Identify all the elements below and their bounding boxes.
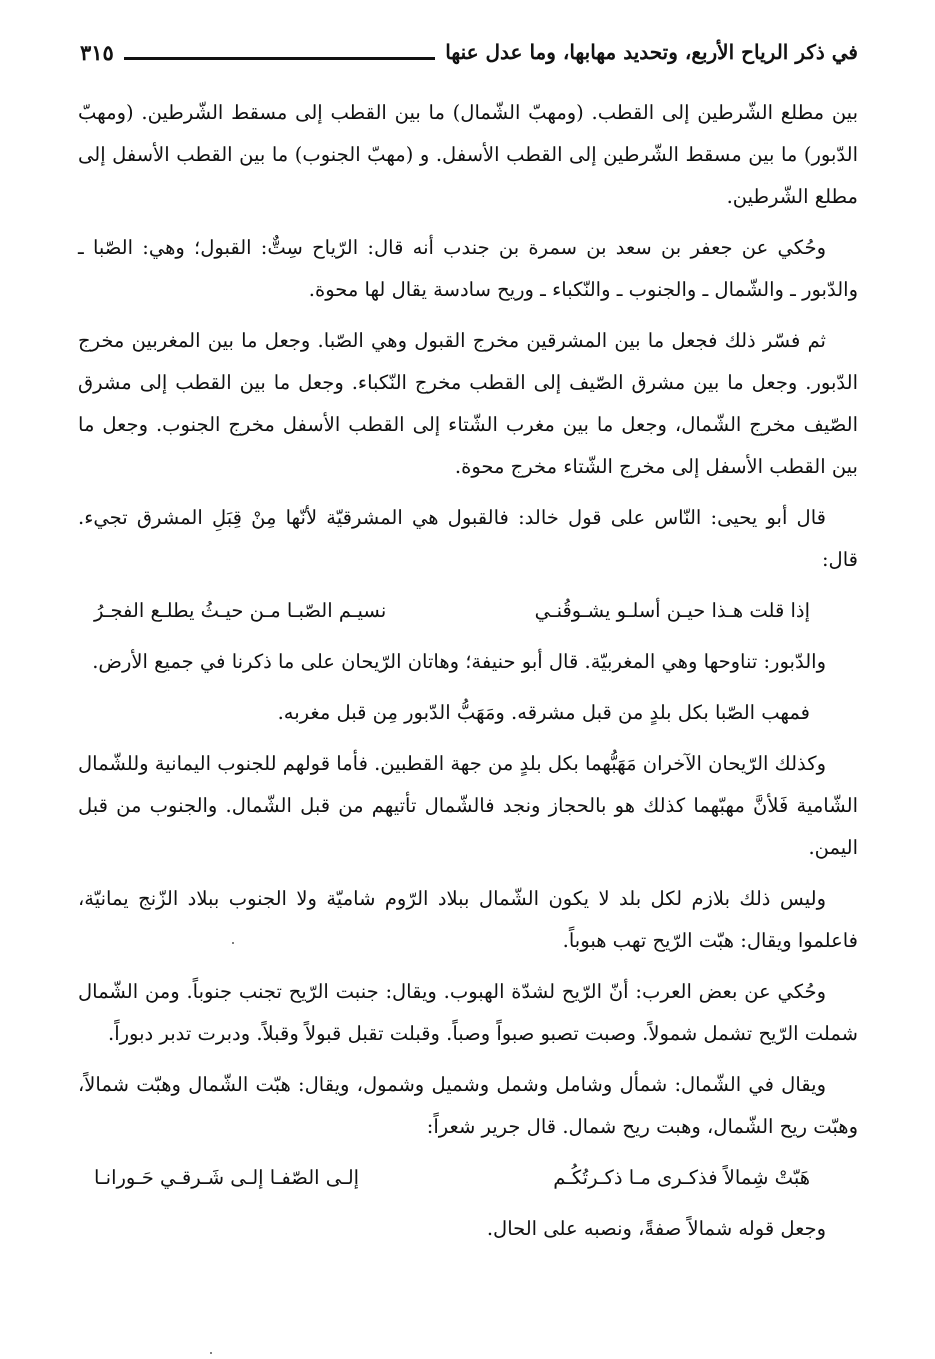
verse-second-hemistich: إلـى الصّفـا إلـى شَـرقـي حَـورانـا xyxy=(94,1166,360,1189)
page-body xyxy=(78,92,858,1259)
paragraph: ثم فسّر ذلك فجعل ما بين المشرقين مخرج القبول وهي الصّبا. وجعل ما بين المغربين مخرج الدّبور. وجعل ما بين مشرق الصّيف إلى القطب مخرج النّكباء. وجعل ما بين القطب إلى مشرق الصّيف مخرج الشّمال، وجعل ما بين مغرب الشّتاء إلى القطب الأسفل مخرج الجنوب. وجعل ما بين القطب الأسفل إلى مخرج الشّتاء مخرج محوة. xyxy=(78,329,858,478)
paragraph: قال أبو يحيى: النّاس على قول خالد: فالقبول هي المشرقيّة لأنّها مِنْ قِبَلِ المشرق تجيء. قال: xyxy=(78,506,858,571)
paragraph: ويقال في الشّمال: شمأل وشامل وشمل وشميل وشمول، ويقال: هبّت الشّمال وهبّت شمالاً، وهبّت ريح الشّمال، وهبت ريح شمال. قال جرير شعراً: xyxy=(78,1073,858,1138)
header-rule xyxy=(124,57,435,60)
paragraph: وحُكي عن جعفر بن سعد بن سمرة بن جندب أنه قال: الرّياح سِتٌّ: القبول؛ وهي: الصّبا ـ والدّبور ـ والشّمال ـ والجنوب ـ والنّكباء ـ وريح سادسة يقال لها محوة. xyxy=(78,236,858,301)
verse-first-hemistich: إذا قلت هـذا حيـن أسلـو يشـوقُنـي xyxy=(534,599,810,622)
running-header xyxy=(80,32,858,72)
paragraph: وحُكي عن بعض العرب: أنّ الرّيح لشدّة الهبوب. ويقال: جنبت الرّيح تجنب جنوباً. ومن الشّمال شملت الرّيح تشمل شمولاً. وصبت تصبو صبواً وصباً. وقبلت تقبل قبولاً وقبلاً. ودبرت تدبر دبوراً. xyxy=(78,980,858,1045)
verse-second-hemistich: نسيـم الصّبـا مـن حيـثُ يطلـع الفجـرُ xyxy=(94,599,387,622)
page-number: ٣١٥ xyxy=(80,39,114,65)
scan-speck xyxy=(210,1352,212,1354)
closing-paragraph: وجعل قوله شمالاً صفةً، ونصبه على الحال. xyxy=(486,1217,826,1240)
paragraph: والدّبور: تناوحها وهي المغربيّة. قال أبو حنيفة؛ وهاتان الرّيحان على ما ذكرنا في جميع الأرض. xyxy=(92,650,826,673)
chapter-title: في ذكر الرياح الأربع، وتحديد مهابها، وما عدل عنها xyxy=(445,40,858,64)
verse-first-hemistich: هَبّتْ شِمالاً فذكـرى مـا ذكـرتُكُـم xyxy=(553,1166,810,1189)
paragraph: فمهب الصّبا بكل بلدٍ من قبل مشرقه. ومَهَبُّ الدّبور مِن قبل مغربه. xyxy=(277,701,810,724)
scan-speck xyxy=(232,942,234,944)
paragraph: بين مطلع الشّرطين إلى القطب. (ومهبّ الشّمال) ما بين القطب إلى مسقط الشّرطين. (ومهبّ الدّبور) ما بين مسقط الشّرطين إلى القطب الأسفل. و (مهبّ الجنوب) ما بين القطب الأسفل إلى مطلع الشّرطين. xyxy=(78,101,858,208)
paragraph: وليس ذلك بلازم لكل بلد لا يكون الشّمال ببلاد الرّوم شاميّة ولا الجنوب ببلاد الزّنج يمانيّة، فاعلموا ويقال: هبّت الرّيح تهب هبوباً. xyxy=(78,887,858,952)
paragraph: وكذلك الرّيحان الآخران مَهَبُّهما بكل بلدٍ من جهة القطبين. فأما قولهم للجنوب اليمانية وللشّمال الشّامية فَلأنَّ مهبّهما كذلك هو بالحجاز ونجد فالشّمال تأتيهم من قبل الشّمال. والجنوب من قبل اليمن. xyxy=(78,752,858,859)
poem-verse xyxy=(78,1157,858,1199)
poem-verse xyxy=(78,590,858,632)
